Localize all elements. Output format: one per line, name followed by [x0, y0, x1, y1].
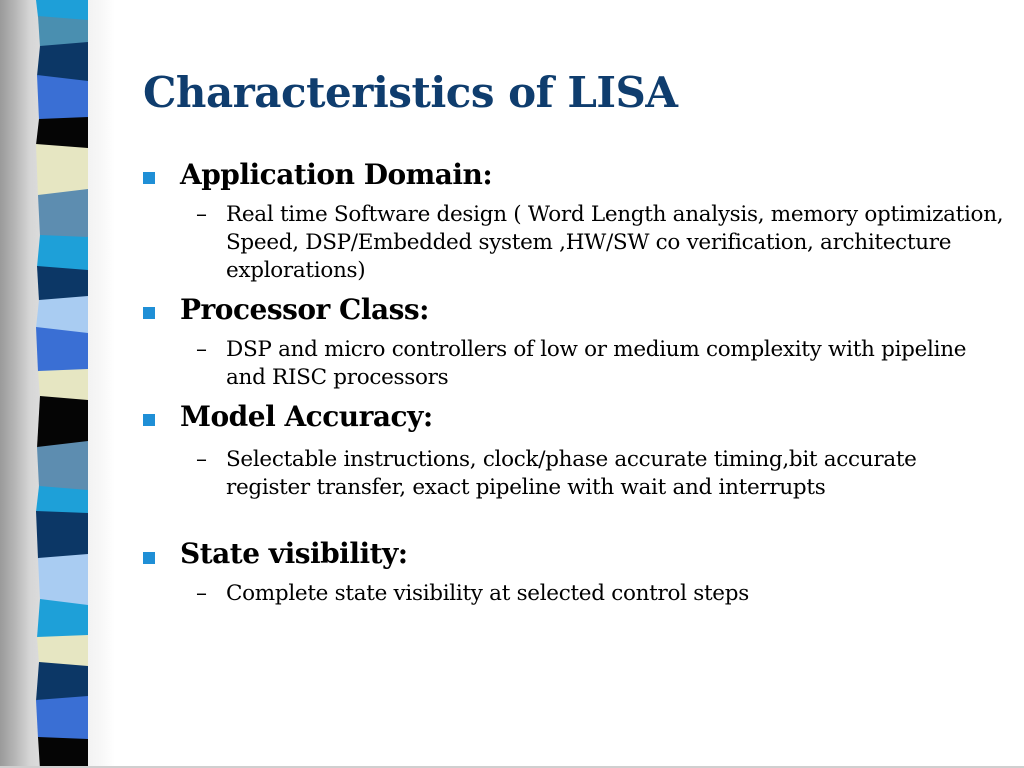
sub-bullet-application-domain: Real time Software design ( Word Length analysis, memory optimization, Speed, DSP/Embedded system ,HW/SW co verification, architecture explorations) [226, 202, 1004, 283]
dash-icon: – [196, 337, 207, 362]
square-bullet-icon [143, 414, 155, 426]
bullet-heading-application-domain: Application Domain: [180, 158, 493, 191]
sub-bullet-state-visibility: Complete state visibility at selected control steps [226, 581, 749, 606]
square-bullet-icon [143, 172, 155, 184]
dash-icon: – [196, 447, 207, 472]
bullet-heading-model-accuracy: Model Accuracy: [180, 400, 433, 433]
dash-icon: – [196, 202, 207, 227]
bullet-heading-state-visibility: State visibility: [180, 537, 408, 570]
bullet-heading-processor-class: Processor Class: [180, 293, 429, 326]
sub-bullet-processor-class: DSP and micro controllers of low or medium complexity with pipeline and RISC processors [226, 337, 967, 390]
dash-icon: – [196, 581, 207, 606]
square-bullet-icon [143, 552, 155, 564]
square-bullet-icon [143, 307, 155, 319]
slide-title: Characteristics of LISA [143, 68, 678, 117]
sub-bullet-model-accuracy: Selectable instructions, clock/phase accurate timing,bit accurate register transfer, exact pipeline with wait and interrupts [226, 447, 917, 500]
